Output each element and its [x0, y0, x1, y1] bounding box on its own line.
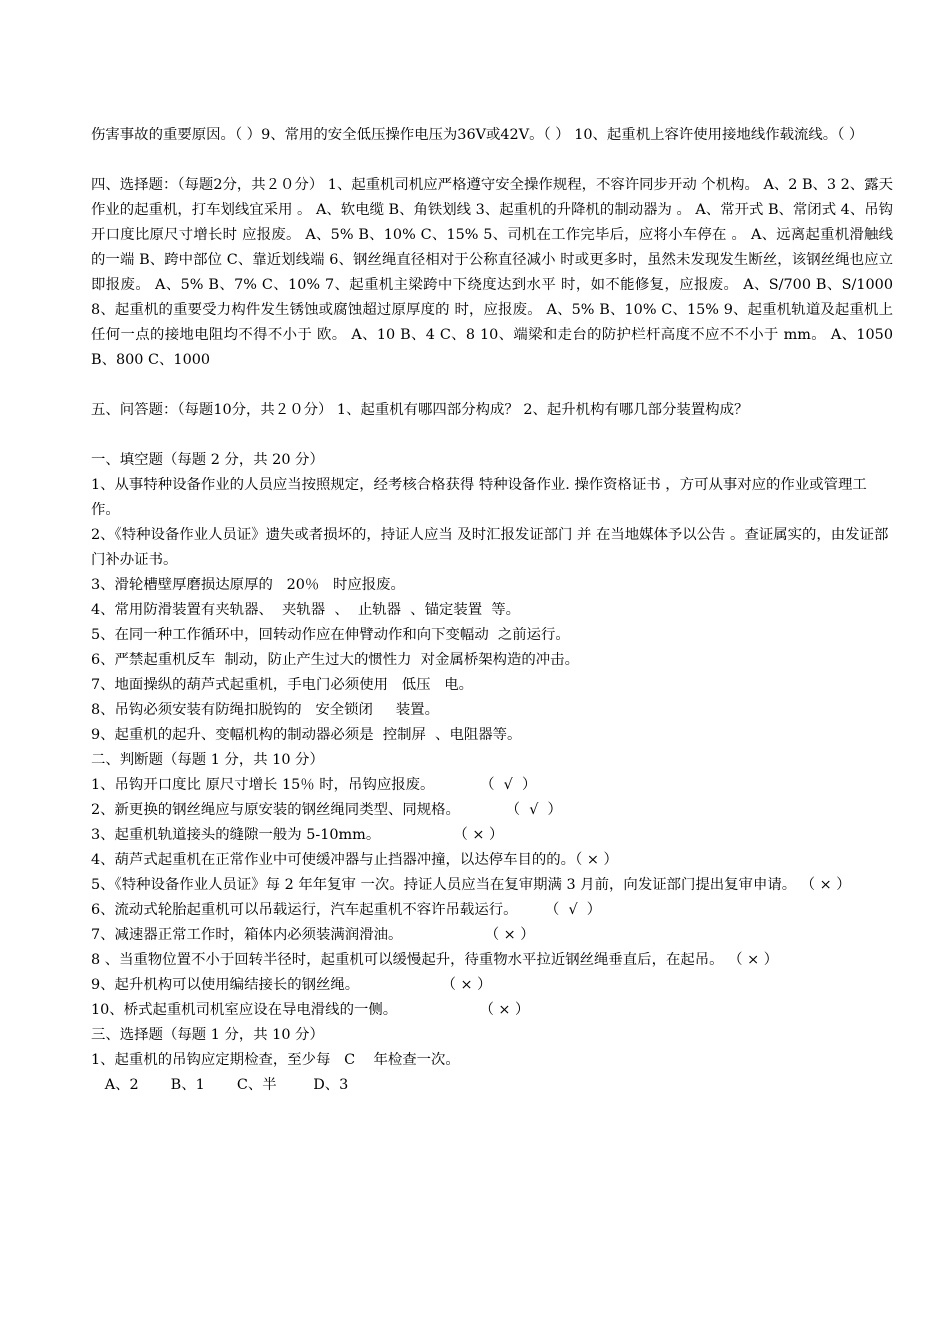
fill-item: 5、在同一种工作循环中，回转动作应在伸臂动作和向下变幅动 之前运行。	[91, 627, 570, 643]
section-choice-paragraph: 四、选择题：（每题2分，共２０分） 1、起重机司机应严格遵守安全操作规程，不容许同步开动 个机构。 A、2 B、3 2、露天作业的起重机，打车划线宜采用 。 A、软电缆 B、角铁划线 3、起重机的升降机的制动器为 。 A、常开式 B、常闭式 4、吊钩开口度比原尺寸增长时 应报废。 A、5% B、10% C、15% 5、司机在工作完毕后，应将小车停在 。 A、远离起重机滑触线的一端 B、跨中部位 C、靠近划线端 6、钢丝绳直径相对于公称直径减小 时或更多时，虽然未发现发生断丝，该钢丝绳也应立即报废。 A、5% B、7% C、10% 7、起重机主梁跨中下绕度达到水平 时，如不能修复，应报废。 A、S/700 B、S/1000 8、起重机的重要受力构件发生锈蚀或腐蚀超过原厚度的 时，应报废。 A、5% B、10% C、15% 9、起重机轨道及起重机上任何一点的接地电阻均不得不小于 欧。 A、10 B、4 C、8 10、端梁和走台的防护栏杆高度不应不不小于 mm。 A、1050 B、800 C、1000	[91, 177, 893, 368]
fill-item: 8、吊钩必须安装有防绳扣脱钩的 安全锁闭 装置。	[91, 702, 439, 718]
judge-section-title: 二、判断题（每题 1 分，共 10 分）	[91, 752, 324, 768]
spacer	[91, 373, 893, 398]
choice-options: A、2 B、1 C、半 D、3	[91, 1077, 349, 1093]
carryover-paragraph: 伤害事故的重要原因。（ ）9、常用的安全低压操作电压为36V或42V。（ ） 10、起重机上容许使用接地线作载流线。（ ）	[91, 127, 864, 143]
judge-item: 7、减速器正常工作时，箱体内必须装满润滑油。 （ × ）	[91, 927, 535, 943]
fill-item: 9、起重机的起升、变幅机构的制动器必须是 控制屏 、电阻器等。	[91, 727, 522, 743]
fill-item: 3、滑轮槽壁厚磨损达原厚的 20％ 时应报废。	[91, 577, 405, 593]
judge-item: 4、葫芦式起重机在正常作业中可使缓冲器与止挡器冲撞，以达停车目的的。（ × ）	[91, 852, 618, 868]
judge-item: 2、新更换的钢丝绳应与原安装的钢丝绳同类型、同规格。 （ √ ）	[91, 802, 562, 818]
judge-item: 5、《特种设备作业人员证》每 2 年年复审 一次。持证人员应当在复审期满 3 月前，向发证部门提出复审申请。 （ × ）	[91, 877, 851, 893]
judge-item: 9、起升机构可以使用编结接长的钢丝绳。 （ × ）	[91, 977, 492, 993]
choice-section-title: 三、选择题（每题 1 分，共 10 分）	[91, 1027, 324, 1043]
spacer	[91, 148, 893, 173]
section-qa-paragraph: 五、问答题：（每题10分，共２０分） 1、起重机有哪四部分构成？ 2、起升机构有哪几部分装置构成？	[91, 402, 749, 418]
fill-item: 1、从事特种设备作业的人员应当按照规定，经考核合格获得 特种设备作业. 操作资格证书 ，方可从事对应的作业或管理工作。	[91, 477, 867, 518]
judge-item: 6、流动式轮胎起重机可以吊载运行，汽车起重机不容许吊载运行。 （ √ ）	[91, 902, 602, 918]
document-body	[91, 123, 893, 1098]
judge-item: 1、吊钩开口度比 原尺寸增长 15％ 时，吊钩应报废。 （ √ ）	[91, 777, 537, 793]
judge-item: 10、桥式起重机司机室应设在导电滑线的一侧。 （ × ）	[91, 1002, 530, 1018]
fill-item: 6、严禁起重机反车 制动，防止产生过大的惯性力 对金属桥架构造的冲击。	[91, 652, 579, 668]
fill-item: 7、地面操纵的葫芦式起重机，手电门必须使用 低压 电。	[91, 677, 473, 693]
spacer	[91, 423, 893, 448]
fill-section-title: 一、填空题（每题 2 分，共 20 分）	[91, 452, 324, 468]
judge-item: 8 、当重物位置不小于回转半径时，起重机可以缓慢起升，待重物水平拉近钢丝绳垂直后，在起吊。 （ × ）	[91, 952, 779, 968]
fill-item: 4、常用防滑装置有夹轨器、 夹轨器 、 止轨器 、锚定装置 等。	[91, 602, 521, 618]
fill-item: 2、《特种设备作业人员证》遗失或者损坏的，持证人应当 及时汇报发证部门 并 在当地媒体予以公告 。查证属实的，由发证部门补办证书。	[91, 527, 889, 568]
judge-item: 3、起重机轨道接头的缝隙一般为 5-10mm。 （ × ）	[91, 827, 504, 843]
choice-item: 1、起重机的吊钩应定期检查，至少每 C 年检查一次。	[91, 1052, 460, 1068]
